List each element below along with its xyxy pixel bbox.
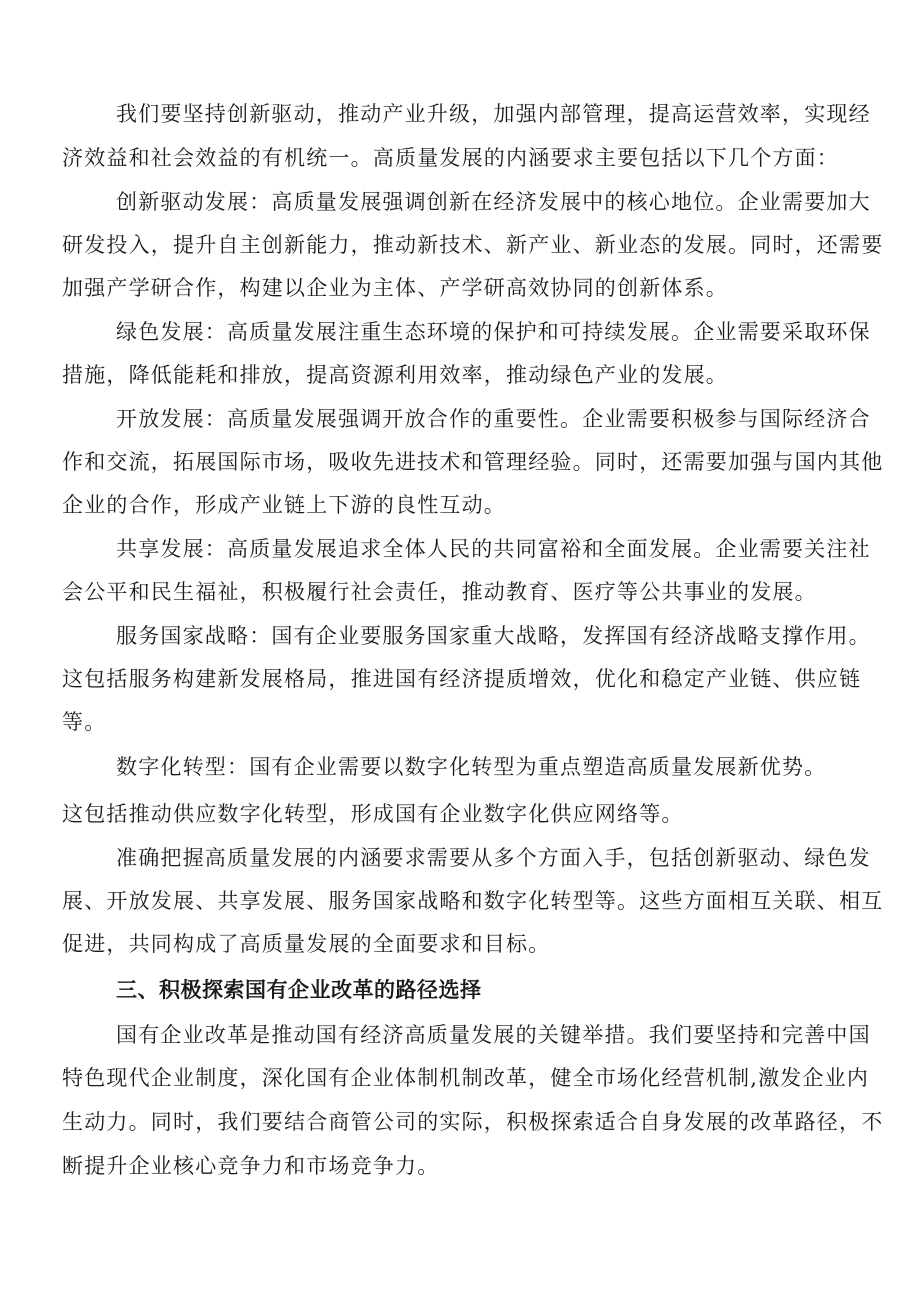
paragraph-line: 共享发展：高质量发展追求全体人民的共同富裕和全面发展。企业需要关注社 [116, 537, 871, 561]
paragraph-line: 我们要坚持创新驱动，推动产业升级，加强内部管理，提高运营效率，实现经 [116, 102, 871, 126]
paragraph-line: 会公平和民生福祉，积极履行社会责任，推动教育、医疗等公共事业的发展。 [62, 580, 817, 604]
paragraph-line: 加强产学研合作，构建以企业为主体、产学研高效协同的创新体系。 [62, 276, 728, 300]
paragraph-line: 措施，降低能耗和排放，提高资源利用效率，推动绿色产业的发展。 [62, 363, 728, 387]
paragraph-line: 展、开放发展、共享发展、服务国家战略和数字化转型等。这些方面相互关联、相互 [62, 889, 884, 913]
section-heading: 三、积极探索国有企业改革的路径选择 [116, 978, 482, 1002]
paragraph-line: 准确把握高质量发展的内涵要求需要从多个方面入手，包括创新驱动、绿色发 [116, 846, 871, 870]
paragraph-line: 断提升企业核心竞争力和市场竞争力。 [62, 1154, 440, 1178]
paragraph-line: 济效益和社会效益的有机统一。高质量发展的内涵要求主要包括以下几个方面： [62, 146, 839, 170]
paragraph-line: 作和交流，拓展国际市场，吸收先进技术和管理经验。同时，还需要加强与国内其他 [62, 450, 884, 474]
paragraph-line: 这包括推动供应数字化转型，形成国有企业数字化供应网络等。 [62, 802, 684, 826]
paragraph-line: 生动力。同时，我们要结合商管公司的实际，积极探索适合自身发展的改革路径，不 [62, 1110, 884, 1134]
paragraph-line: 数字化转型：国有企业需要以数字化转型为重点塑造高质量发展新优势。 [116, 755, 827, 779]
paragraph-line: 创新驱动发展：高质量发展强调创新在经济发展中的核心地位。企业需要加大 [116, 190, 871, 214]
paragraph-line: 研发投入，提升自主创新能力，推动新技术、新产业、新业态的发展。同时，还需要 [62, 233, 884, 257]
paragraph-line: 企业的合作，形成产业链上下游的良性互动。 [62, 493, 506, 517]
paragraph-line: 特色现代企业制度，深化国有企业体制机制改革，健全市场化经营机制,激发企业内 [62, 1066, 870, 1090]
paragraph-line: 服务国家战略：国有企业要服务国家重大战略，发挥国有经济战略支撑作用。 [116, 624, 871, 648]
paragraph-line: 国有企业改革是推动国有经济高质量发展的关键举措。我们要坚持和完善中国 [116, 1023, 871, 1047]
paragraph-line: 这包括服务构建新发展格局，推进国有经济提质增效，优化和稳定产业链、供应链 [62, 667, 862, 691]
paragraph-line: 开放发展：高质量发展强调开放合作的重要性。企业需要积极参与国际经济合 [116, 407, 871, 431]
paragraph-line: 绿色发展：高质量发展注重生态环境的保护和可持续发展。企业需要采取环保 [116, 320, 871, 344]
paragraph-line: 促进，共同构成了高质量发展的全面要求和目标。 [62, 932, 551, 956]
paragraph-line: 等。 [62, 710, 107, 734]
